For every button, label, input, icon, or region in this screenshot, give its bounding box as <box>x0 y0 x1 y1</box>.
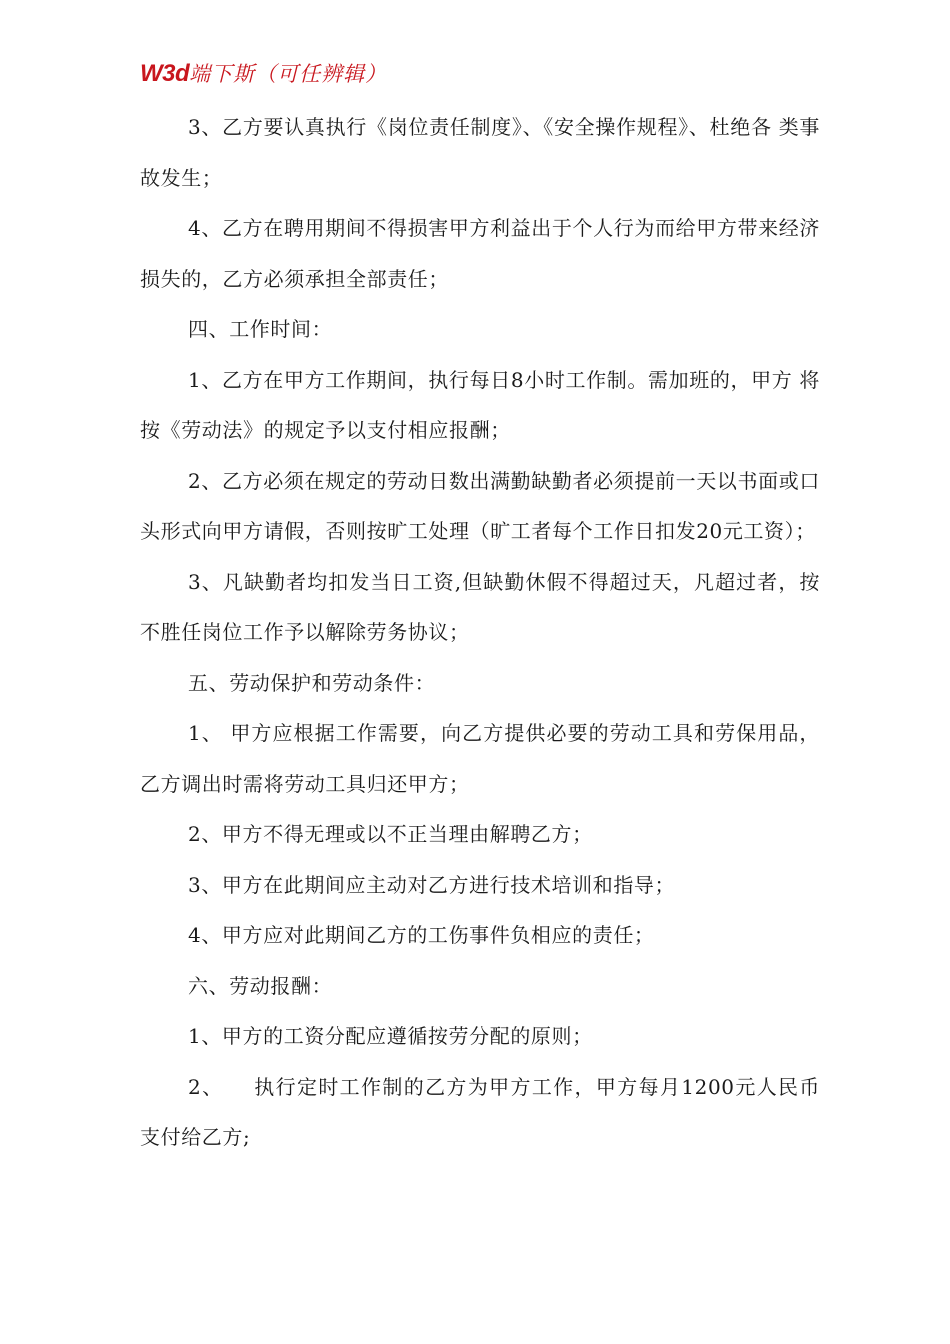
paragraph: 1、乙方在甲方工作期间，执行每日8小时工作制。需加班的，甲方 将按《劳动法》的规定予以支付相应报酬； <box>140 367 820 442</box>
paragraph: 4、甲方应对此期间乙方的工伤事件负相应的责任； <box>188 923 655 947</box>
section-heading: 五、劳动保护和劳动条件： <box>188 670 436 695</box>
document-body <box>140 102 827 1163</box>
paragraph: 2、 执行定时工作制的乙方为甲方工作，甲方每月1200元人民币 支付给乙方; <box>140 1074 827 1149</box>
paragraph: 3、乙方要认真执行《岗位责任制度》、《安全操作规程》、杜绝各 类事故发生； <box>140 115 820 190</box>
paragraph: 4、乙方在聘用期间不得损害甲方利益出于个人行为而给甲方带来经济损失的，乙方必须承担全部责任； <box>140 216 820 291</box>
watermark-text: 端下斯（可任辨辑） <box>189 62 388 86</box>
paragraph: 1、 甲方应根据工作需要，向乙方提供必要的劳动工具和劳保用品，乙方调出时需将劳动工具归还甲方； <box>140 721 820 796</box>
watermark-header <box>140 62 387 86</box>
watermark-logo: W3d <box>140 60 190 87</box>
paragraph: 1、甲方的工资分配应遵循按劳分配的原则； <box>188 1024 593 1048</box>
paragraph: 3、凡缺勤者均扣发当日工资,但缺勤休假不得超过天，凡超过者，按不胜任岗位工作予以解除劳务协议； <box>140 569 820 644</box>
paragraph: 2、乙方必须在规定的劳动日数出满勤缺勤者必须提前一天以书面或口头形式向甲方请假，否则按旷工处理（旷工者每个工作日扣发20元工资）； <box>140 468 820 543</box>
section-heading: 六、劳动报酬： <box>188 973 333 998</box>
paragraph: 3、甲方在此期间应主动对乙方进行技术培训和指导； <box>188 872 676 897</box>
section-heading: 四、工作时间： <box>188 317 333 341</box>
paragraph: 2、甲方不得无理或以不正当理由解聘乙方； <box>188 822 593 846</box>
